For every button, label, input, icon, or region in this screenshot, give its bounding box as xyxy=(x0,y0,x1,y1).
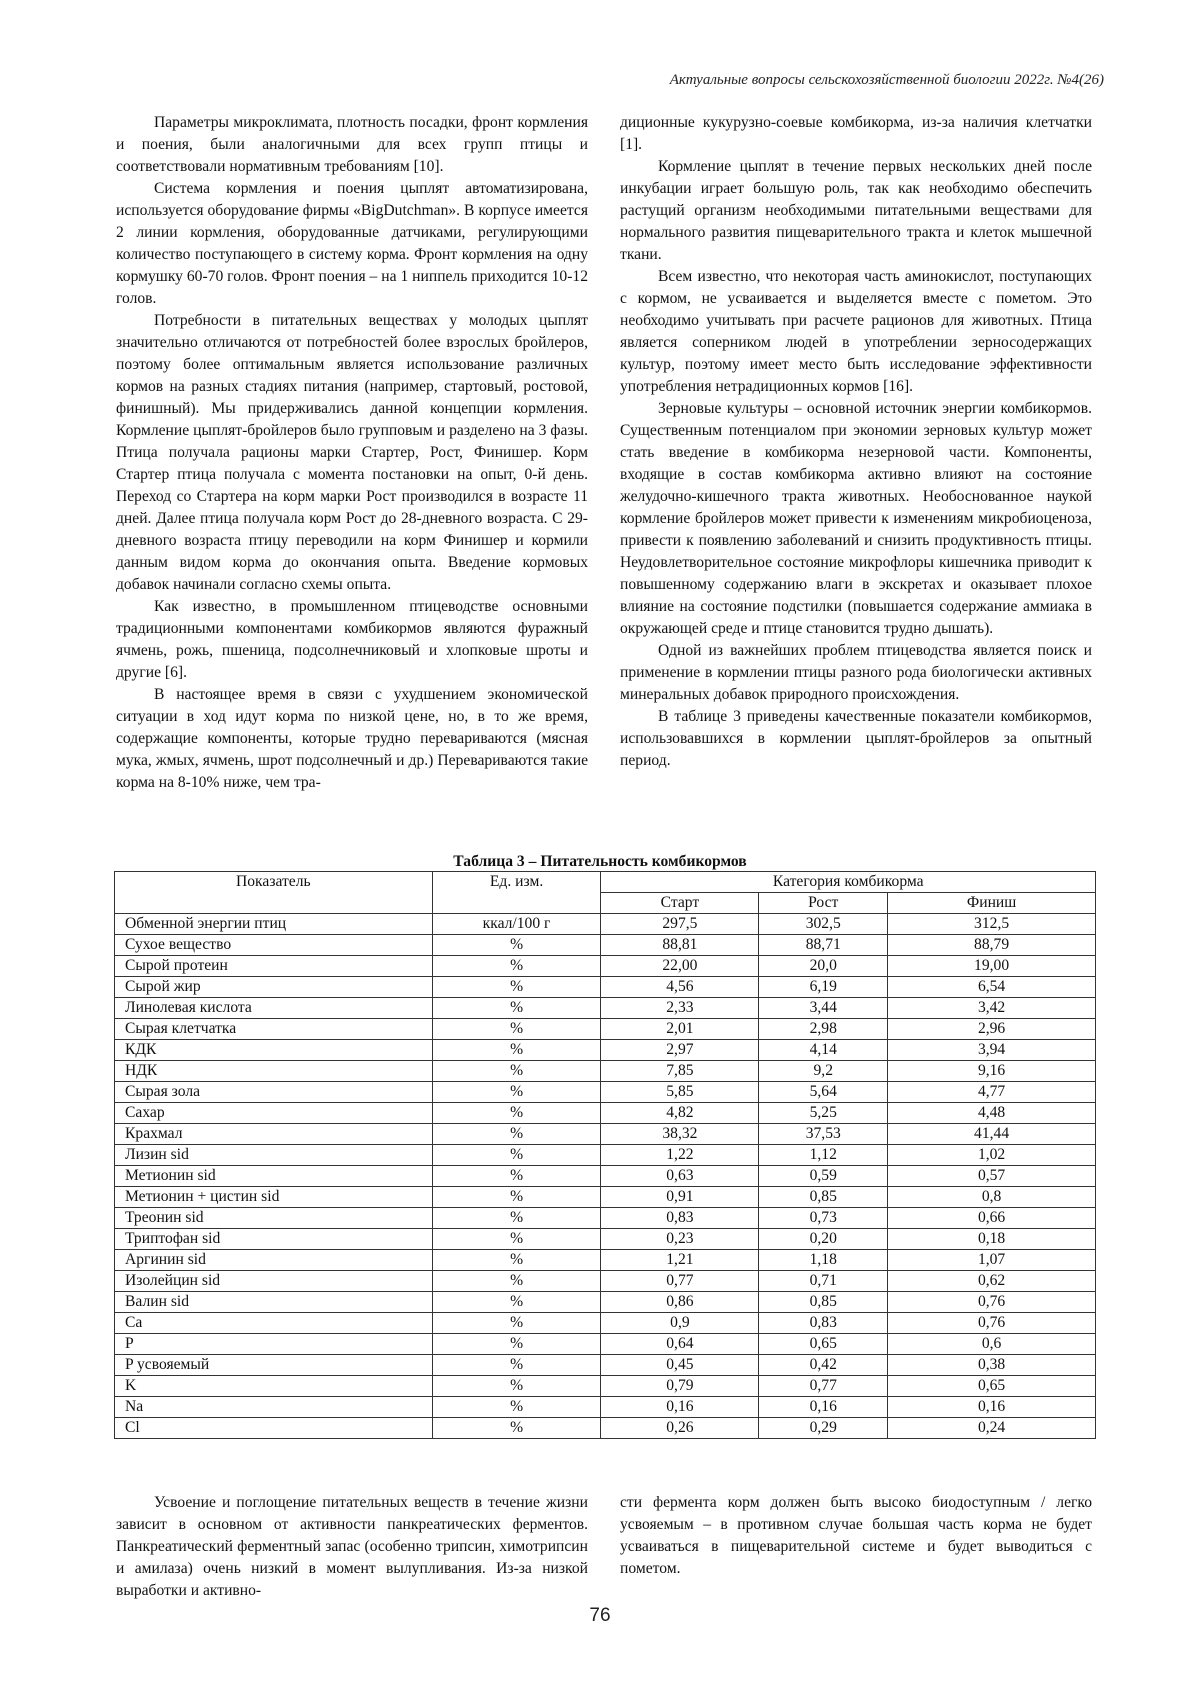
cell-growth: 0,77 xyxy=(759,1376,888,1397)
cell-finish: 88,79 xyxy=(888,935,1096,956)
cell-growth: 20,0 xyxy=(759,956,888,977)
paragraph: Система кормления и поения цыплят автоматизирована, используется оборудование фирмы «BigDutchman». В корпусе имеется 2 линии кормления, оборудованные датчиками, регулирующими количество поступающего в систему корма. Фронт кормления на одну кормушку 60-70 голов. Фронт поения – на 1 ниппель приходится 10-12 голов. xyxy=(116,180,588,307)
cell-unit: % xyxy=(432,1103,601,1124)
cell-unit: % xyxy=(432,1145,601,1166)
cell-indicator: Крахмал xyxy=(115,1124,433,1145)
table-row xyxy=(115,1103,1096,1124)
cell-start: 1,21 xyxy=(601,1250,759,1271)
cell-unit: % xyxy=(432,1229,601,1250)
paragraph: сти фермента корм должен быть высоко биодоступным / легко усвояемым – в противном случае большая часть корма не будет усваиваться в пищеварительной системе и будет выводиться с пометом. xyxy=(620,1494,1092,1577)
table-caption: Таблица 3 – Питательность комбикормов xyxy=(453,853,747,870)
table-row xyxy=(115,977,1096,998)
cell-growth: 0,71 xyxy=(759,1271,888,1292)
table-row xyxy=(115,1292,1096,1313)
cell-growth: 4,14 xyxy=(759,1040,888,1061)
cell-start: 22,00 xyxy=(601,956,759,977)
cell-finish: 9,16 xyxy=(888,1061,1096,1082)
cell-indicator: Изолейцин sid xyxy=(115,1271,433,1292)
cell-unit: % xyxy=(432,956,601,977)
cell-indicator: Треонин sid xyxy=(115,1208,433,1229)
table-row xyxy=(115,1397,1096,1418)
cell-start: 4,82 xyxy=(601,1103,759,1124)
table-header-row xyxy=(115,872,1096,893)
paragraph: Всем известно, что некоторая часть аминокислот, поступающих с кормом, не усваивается и выделяется вместе с пометом. Это необходимо учитывать при расчете рационов для животных. Птица является соперником людей в употреблении зерносодержащих культур, поэтому имеет место быть исследование эффективности употребления нетрадиционных кормов [16]. xyxy=(620,268,1092,395)
cell-growth: 0,65 xyxy=(759,1334,888,1355)
cell-indicator: Обменной энергии птиц xyxy=(115,914,433,935)
cell-start: 0,16 xyxy=(601,1397,759,1418)
cell-finish: 0,76 xyxy=(888,1292,1096,1313)
cell-start: 0,77 xyxy=(601,1271,759,1292)
cell-start: 297,5 xyxy=(601,914,759,935)
cell-start: 0,79 xyxy=(601,1376,759,1397)
cell-indicator: Лизин sid xyxy=(115,1145,433,1166)
cell-indicator: Сухое вещество xyxy=(115,935,433,956)
paragraph: Усвоение и поглощение питательных веществ в течение жизни зависит в основном от активности панкреатических ферментов. Панкреатический ферментный запас (особенно трипсин, химотрипсин и амилаза) очень низкий в момент вылупливания. Из-за низкой выработки и активно- xyxy=(116,1494,588,1599)
cell-finish: 1,02 xyxy=(888,1145,1096,1166)
left-column xyxy=(116,1492,588,1602)
cell-growth: 1,12 xyxy=(759,1145,888,1166)
table-row xyxy=(115,1019,1096,1040)
cell-start: 1,22 xyxy=(601,1145,759,1166)
cell-indicator: Аргинин sid xyxy=(115,1250,433,1271)
cell-start: 2,97 xyxy=(601,1040,759,1061)
cell-finish: 4,77 xyxy=(888,1082,1096,1103)
table-row xyxy=(115,1208,1096,1229)
table-row xyxy=(115,1271,1096,1292)
cell-start: 7,85 xyxy=(601,1061,759,1082)
cell-start: 0,9 xyxy=(601,1313,759,1334)
cell-finish: 19,00 xyxy=(888,956,1096,977)
cell-indicator: Сахар xyxy=(115,1103,433,1124)
cell-growth: 0,59 xyxy=(759,1166,888,1187)
cell-growth: 0,85 xyxy=(759,1187,888,1208)
cell-unit: % xyxy=(432,1082,601,1103)
table-row xyxy=(115,1166,1096,1187)
cell-unit: ккал/100 г xyxy=(432,914,601,935)
cell-unit: % xyxy=(432,1124,601,1145)
cell-finish: 0,62 xyxy=(888,1271,1096,1292)
cell-start: 0,23 xyxy=(601,1229,759,1250)
cell-finish: 312,5 xyxy=(888,914,1096,935)
cell-unit: % xyxy=(432,1019,601,1040)
cell-finish: 4,48 xyxy=(888,1103,1096,1124)
cell-growth: 0,85 xyxy=(759,1292,888,1313)
header-category: Категория комбикорма xyxy=(601,872,1096,893)
cell-growth: 0,83 xyxy=(759,1313,888,1334)
table-row xyxy=(115,1124,1096,1145)
cell-growth: 6,19 xyxy=(759,977,888,998)
cell-start: 0,45 xyxy=(601,1355,759,1376)
table-row xyxy=(115,1040,1096,1061)
cell-unit: % xyxy=(432,1208,601,1229)
cell-growth: 0,73 xyxy=(759,1208,888,1229)
top-text-section xyxy=(116,112,1092,794)
paragraph: диционные кукурузно-соевые комбикорма, из-за наличия клетчатки [1]. xyxy=(620,114,1092,153)
cell-growth: 3,44 xyxy=(759,998,888,1019)
cell-finish: 0,57 xyxy=(888,1166,1096,1187)
cell-finish: 0,18 xyxy=(888,1229,1096,1250)
cell-finish: 3,42 xyxy=(888,998,1096,1019)
cell-start: 2,01 xyxy=(601,1019,759,1040)
table-row xyxy=(115,935,1096,956)
cell-unit: % xyxy=(432,1397,601,1418)
cell-unit: % xyxy=(432,1313,601,1334)
table-row xyxy=(115,1418,1096,1439)
table-row xyxy=(115,1334,1096,1355)
paragraph: Одной из важнейших проблем птицеводства является поиск и применение в кормлении птицы разного рода биологически активных минеральных добавок природного происхождения. xyxy=(620,642,1092,703)
header-growth: Рост xyxy=(759,893,888,914)
cell-finish: 3,94 xyxy=(888,1040,1096,1061)
table-row xyxy=(115,1061,1096,1082)
table-row xyxy=(115,1082,1096,1103)
cell-indicator: Валин sid xyxy=(115,1292,433,1313)
cell-finish: 41,44 xyxy=(888,1124,1096,1145)
table-row xyxy=(115,1250,1096,1271)
cell-indicator: K xyxy=(115,1376,433,1397)
cell-finish: 0,76 xyxy=(888,1313,1096,1334)
page-number: 76 xyxy=(589,1605,611,1626)
cell-indicator: Сырой жир xyxy=(115,977,433,998)
cell-growth: 5,64 xyxy=(759,1082,888,1103)
cell-indicator: Метионин sid xyxy=(115,1166,433,1187)
header-start: Старт xyxy=(601,893,759,914)
cell-finish: 0,66 xyxy=(888,1208,1096,1229)
cell-growth: 1,18 xyxy=(759,1250,888,1271)
cell-start: 2,33 xyxy=(601,998,759,1019)
table-row xyxy=(115,956,1096,977)
cell-unit: % xyxy=(432,1250,601,1271)
nutrition-table xyxy=(114,871,1096,1439)
cell-unit: % xyxy=(432,1166,601,1187)
table-body xyxy=(115,914,1096,1439)
cell-start: 0,63 xyxy=(601,1166,759,1187)
cell-unit: % xyxy=(432,998,601,1019)
cell-unit: % xyxy=(432,1061,601,1082)
cell-indicator: НДК xyxy=(115,1061,433,1082)
right-column xyxy=(620,112,1092,794)
cell-start: 0,83 xyxy=(601,1208,759,1229)
paragraph: В настоящее время в связи с ухудшением экономической ситуации в ход идут корма по низкой цене, но, в то же время, содержащие компоненты, которые трудно перевариваются (мясная мука, жмых, ячмень, шрот подсолнечный и др.) Перевариваются такие корма на 8-10% ниже, чем тра- xyxy=(116,686,588,791)
cell-finish: 0,65 xyxy=(888,1376,1096,1397)
right-column xyxy=(620,1492,1092,1602)
cell-growth: 2,98 xyxy=(759,1019,888,1040)
left-column xyxy=(116,112,588,794)
paragraph: Кормление цыплят в течение первых нескольких дней после инкубации играет большую роль, так как необходимо обеспечить растущий организм необходимыми питательными веществами для нормального развития пищеварительного тракта и клеток мышечной ткани. xyxy=(620,158,1092,263)
cell-unit: % xyxy=(432,1376,601,1397)
cell-start: 0,26 xyxy=(601,1418,759,1439)
paragraph: Зерновые культуры – основной источник энергии комбикормов. Существенным потенциалом при экономии зерновых культур может стать введение в комбикорма незерновой части. Компоненты, входящие в состав комбикорма активно влияют на состояние желудочно-кишечного тракта животных. Необоснованное наукой кормление бройлеров может привести к изменениям микробиоценоза, привести к появлению заболеваний и снизить продуктивность птицы. Неудовлетворительное состояние микрофлоры кишечника приводит к повышенному содержанию влаги в экскретах и оказывает плохое влияние на состояние подстилки (повышается содержание аммиака в окружающей среде и птице становится трудно дышать). xyxy=(620,400,1092,637)
cell-finish: 0,38 xyxy=(888,1355,1096,1376)
header-unit: Ед. изм. xyxy=(432,872,601,914)
cell-indicator: P xyxy=(115,1334,433,1355)
cell-start: 0,64 xyxy=(601,1334,759,1355)
cell-start: 0,86 xyxy=(601,1292,759,1313)
cell-finish: 0,6 xyxy=(888,1334,1096,1355)
cell-indicator: Na xyxy=(115,1397,433,1418)
cell-growth: 5,25 xyxy=(759,1103,888,1124)
cell-indicator: Метионин + цистин sid xyxy=(115,1187,433,1208)
cell-unit: % xyxy=(432,1418,601,1439)
paragraph: В таблице 3 приведены качественные показатели комбикормов, использовавшихся в кормлении цыплят-бройлеров за опытный период. xyxy=(620,708,1092,769)
table-row xyxy=(115,914,1096,935)
paragraph: Потребности в питательных веществах у молодых цыплят значительно отличаются от потребностей более взрослых бройлеров, поэтому более оптимальным является использование различных кормов на разных стадиях питания (например, стартовый, ростовой, финишный). Мы придерживались данной концепции кормления. Кормление цыплят-бройлеров было групповым и разделено на 3 фазы. Птица получала рационы марки Стартер, Рост, Финишер. Корм Стартер птица получала с момента постановки на опыт, 0-й день. Переход со Стартера на корм марки Рост производился в возрасте 11 дней. Далее птица получала корм Рост до 28-дневного возраста. С 29-дневного возраста птицу переводили на корм Финишер и кормили данным видом корма до окончания опыта. Введение кормовых добавок начинали согласно схемы опыта. xyxy=(116,312,588,593)
cell-unit: % xyxy=(432,1355,601,1376)
paragraph: Параметры микроклимата, плотность посадки, фронт кормления и поения, были аналогичными для всех групп птицы и соответствовали нормативным требованиям [10]. xyxy=(116,114,588,175)
table-row xyxy=(115,1145,1096,1166)
cell-start: 38,32 xyxy=(601,1124,759,1145)
cell-growth: 0,42 xyxy=(759,1355,888,1376)
cell-finish: 0,8 xyxy=(888,1187,1096,1208)
cell-growth: 0,16 xyxy=(759,1397,888,1418)
cell-growth: 88,71 xyxy=(759,935,888,956)
table-row xyxy=(115,1229,1096,1250)
cell-start: 88,81 xyxy=(601,935,759,956)
cell-indicator: Триптофан sid xyxy=(115,1229,433,1250)
table-row xyxy=(115,998,1096,1019)
cell-growth: 37,53 xyxy=(759,1124,888,1145)
cell-unit: % xyxy=(432,1271,601,1292)
header-indicator: Показатель xyxy=(115,872,433,914)
table-row xyxy=(115,1376,1096,1397)
cell-finish: 2,96 xyxy=(888,1019,1096,1040)
cell-growth: 9,2 xyxy=(759,1061,888,1082)
table-row xyxy=(115,1313,1096,1334)
cell-indicator: Сырая зола xyxy=(115,1082,433,1103)
cell-indicator: КДК xyxy=(115,1040,433,1061)
cell-start: 0,91 xyxy=(601,1187,759,1208)
cell-growth: 302,5 xyxy=(759,914,888,935)
table-row xyxy=(115,1355,1096,1376)
running-title: Актуальные вопросы сельскохозяйственной биологии 2022г. №4(26) xyxy=(669,72,1104,88)
cell-indicator: P усвояемый xyxy=(115,1355,433,1376)
cell-growth: 0,20 xyxy=(759,1229,888,1250)
bottom-text-section xyxy=(116,1492,1092,1602)
cell-finish: 0,24 xyxy=(888,1418,1096,1439)
cell-finish: 6,54 xyxy=(888,977,1096,998)
cell-unit: % xyxy=(432,1040,601,1061)
cell-unit: % xyxy=(432,1292,601,1313)
header-finish: Финиш xyxy=(888,893,1096,914)
cell-indicator: Линолевая кислота xyxy=(115,998,433,1019)
cell-start: 5,85 xyxy=(601,1082,759,1103)
table-row xyxy=(115,1187,1096,1208)
cell-indicator: Сырой протеин xyxy=(115,956,433,977)
cell-finish: 1,07 xyxy=(888,1250,1096,1271)
cell-start: 4,56 xyxy=(601,977,759,998)
cell-finish: 0,16 xyxy=(888,1397,1096,1418)
cell-indicator: Ca xyxy=(115,1313,433,1334)
cell-indicator: Cl xyxy=(115,1418,433,1439)
cell-unit: % xyxy=(432,1187,601,1208)
cell-unit: % xyxy=(432,977,601,998)
cell-unit: % xyxy=(432,1334,601,1355)
paragraph: Как известно, в промышленном птицеводстве основными традиционными компонентами комбикормов являются фуражный ячмень, рожь, пшеница, подсолнечниковый и хлопковые шроты и другие [6]. xyxy=(116,598,588,681)
cell-growth: 0,29 xyxy=(759,1418,888,1439)
cell-indicator: Сырая клетчатка xyxy=(115,1019,433,1040)
cell-unit: % xyxy=(432,935,601,956)
